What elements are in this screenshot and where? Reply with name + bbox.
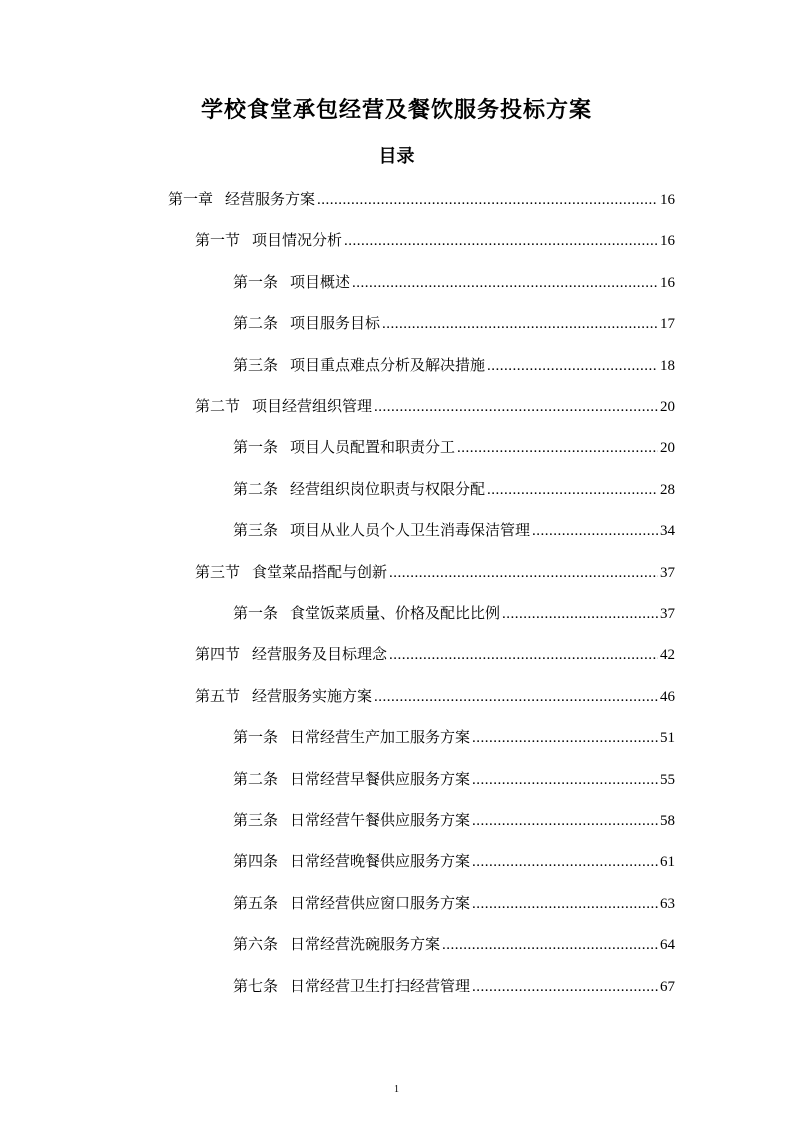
- toc-dot-leader: [374, 682, 658, 712]
- toc-entry[interactable]: [195, 639, 675, 669]
- toc-entry-page: 28: [660, 482, 675, 498]
- toc-entry[interactable]: [233, 805, 675, 835]
- toc-dot-leader: [374, 392, 658, 422]
- toc-entry[interactable]: [233, 888, 675, 918]
- toc-entry[interactable]: [233, 722, 675, 752]
- toc-entry[interactable]: [195, 391, 675, 421]
- toc-entry-page: 61: [660, 854, 675, 870]
- toc-dot-leader: [389, 558, 658, 588]
- toc-entry-title: 经营服务及目标理念: [252, 645, 388, 663]
- toc-entry-page: 55: [660, 772, 675, 788]
- toc-entry-title: 食堂菜品搭配与创新: [252, 563, 388, 581]
- toc-entry-number: 第五条: [233, 894, 279, 912]
- toc-entry-number: 第二条: [233, 314, 279, 332]
- toc-dot-leader: [472, 765, 658, 795]
- toc-dot-leader: [344, 226, 658, 256]
- toc-entry-number: 第一节: [195, 231, 241, 249]
- toc-dot-leader: [532, 516, 658, 546]
- toc-dot-leader: [472, 723, 658, 753]
- toc-entry[interactable]: [233, 515, 675, 545]
- toc-entry-number: 第二条: [233, 480, 279, 498]
- toc-entry-number: 第四节: [195, 645, 241, 663]
- toc-entry-number: 第三条: [233, 811, 279, 829]
- toc-entry-page: 64: [660, 937, 675, 953]
- toc-entry[interactable]: [195, 681, 675, 711]
- toc-dot-leader: [487, 351, 658, 381]
- toc-entry-page: 58: [660, 813, 675, 829]
- toc-entry-page: 20: [660, 399, 675, 415]
- toc-entry-page: 37: [660, 565, 675, 581]
- toc-entry-page: 16: [660, 275, 675, 291]
- toc-entry-number: 第一条: [233, 728, 279, 746]
- toc-entry-title: 日常经营早餐供应服务方案: [290, 770, 471, 788]
- toc-entry[interactable]: [233, 846, 675, 876]
- toc-entry-page: 17: [660, 316, 675, 332]
- toc-entry-title: 项目情况分析: [252, 231, 343, 249]
- toc-entry[interactable]: [233, 929, 675, 959]
- toc-entry-page: 16: [660, 233, 675, 249]
- toc-dot-leader: [472, 847, 658, 877]
- toc-entry[interactable]: [233, 598, 675, 628]
- toc-entry-page: 67: [660, 979, 675, 995]
- toc-entry-page: 18: [660, 358, 675, 374]
- toc-entry[interactable]: [233, 432, 675, 462]
- toc-entry-number: 第三节: [195, 563, 241, 581]
- toc-dot-leader: [472, 806, 658, 836]
- toc-entry-page: 20: [660, 440, 675, 456]
- toc-dot-leader: [472, 972, 658, 1002]
- toc-entry-title: 日常经营晚餐供应服务方案: [290, 852, 471, 870]
- toc-entry[interactable]: [195, 225, 675, 255]
- toc-entry-number: 第一条: [233, 273, 279, 291]
- toc-entry-number: 第三条: [233, 521, 279, 539]
- toc-entry-title: 项目概述: [290, 273, 351, 291]
- toc-entry-title: 食堂饭菜质量、价格及配比比例: [290, 604, 501, 622]
- toc-entry-page: 16: [660, 192, 675, 208]
- toc-entry-page: 37: [660, 606, 675, 622]
- toc-dot-leader: [352, 268, 658, 298]
- toc-entry-page: 34: [660, 523, 675, 539]
- toc-dot-leader: [487, 475, 658, 505]
- toc-entry[interactable]: [233, 350, 675, 380]
- toc-entry[interactable]: [168, 184, 675, 214]
- toc-entry-page: 46: [660, 689, 675, 705]
- toc-entry[interactable]: [233, 267, 675, 297]
- toc-entry[interactable]: [233, 971, 675, 1001]
- toc-entry[interactable]: [195, 557, 675, 587]
- toc-entry-title: 项目经营组织管理: [252, 397, 373, 415]
- toc-entry-title: 项目人员配置和职责分工: [290, 438, 456, 456]
- toc-entry-title: 日常经营供应窗口服务方案: [290, 894, 471, 912]
- toc-entry-title: 日常经营洗碗服务方案: [290, 935, 441, 953]
- toc-entry[interactable]: [233, 308, 675, 338]
- toc-entry-number: 第七条: [233, 977, 279, 995]
- toc-entry-page: 51: [660, 730, 675, 746]
- toc-entry-page: 63: [660, 896, 675, 912]
- toc-entry-number: 第一章: [168, 190, 214, 208]
- toc-entry-number: 第二节: [195, 397, 241, 415]
- toc-entry-page: 42: [660, 647, 675, 663]
- toc-entry-title: 经营服务方案: [225, 190, 316, 208]
- toc-heading: 目录: [378, 146, 415, 167]
- toc-entry-number: 第一条: [233, 438, 279, 456]
- toc-dot-leader: [457, 433, 658, 463]
- toc-entry-title: 项目服务目标: [290, 314, 381, 332]
- toc-entry-number: 第四条: [233, 852, 279, 870]
- toc-entry-title: 经营组织岗位职责与权限分配: [290, 480, 486, 498]
- toc-entry-title: 日常经营午餐供应服务方案: [290, 811, 471, 829]
- toc-dot-leader: [442, 930, 658, 960]
- toc-entry-number: 第三条: [233, 356, 279, 374]
- toc-entry-number: 第二条: [233, 770, 279, 788]
- toc-entry-title: 日常经营生产加工服务方案: [290, 728, 471, 746]
- page-number: 1: [394, 1084, 399, 1095]
- toc-entry-title: 日常经营卫生打扫经营管理: [290, 977, 471, 995]
- document-title: 学校食堂承包经营及餐饮服务投标方案: [200, 98, 592, 123]
- toc-dot-leader: [382, 309, 658, 339]
- toc-entry-title: 项目重点难点分析及解决措施: [290, 356, 486, 374]
- toc-entry[interactable]: [233, 474, 675, 504]
- toc-entry-number: 第五节: [195, 687, 241, 705]
- toc-entry-title: 项目从业人员个人卫生消毒保洁管理: [290, 521, 531, 539]
- toc-dot-leader: [389, 640, 658, 670]
- toc-dot-leader: [472, 889, 658, 919]
- toc-entry-title: 经营服务实施方案: [252, 687, 373, 705]
- toc-entry-number: 第六条: [233, 935, 279, 953]
- toc-entry-number: 第一条: [233, 604, 279, 622]
- toc-dot-leader: [317, 185, 658, 215]
- toc-entry[interactable]: [233, 764, 675, 794]
- toc-dot-leader: [502, 599, 658, 629]
